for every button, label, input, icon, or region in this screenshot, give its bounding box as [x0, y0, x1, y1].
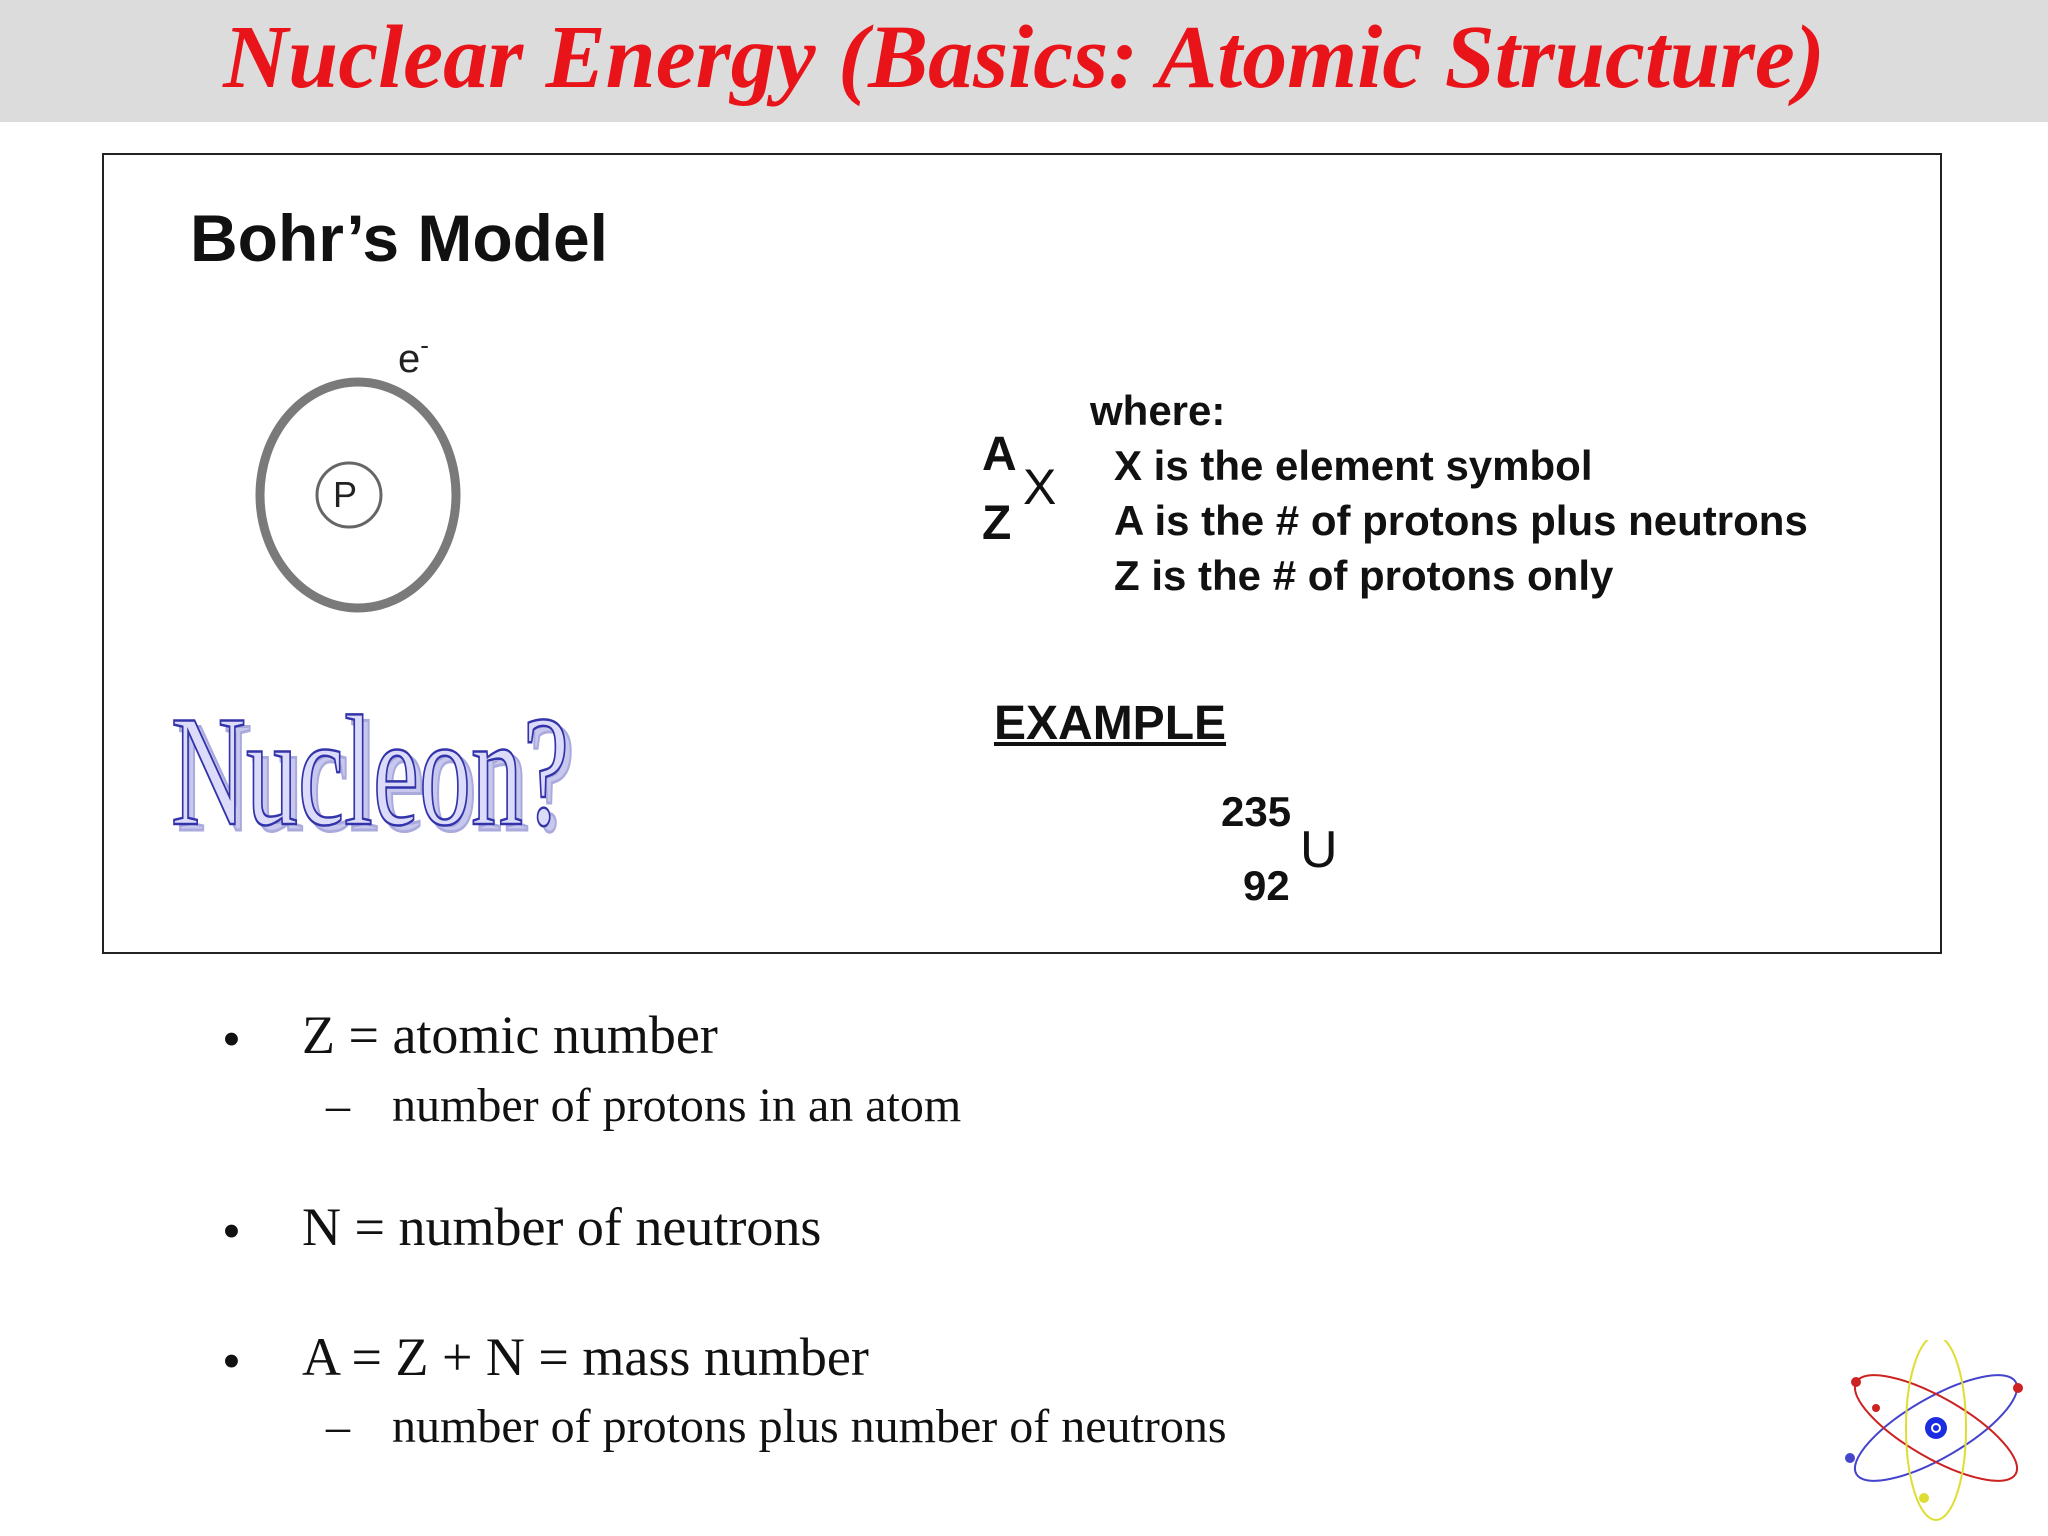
- definition-x: X is the element symbol: [1114, 442, 1593, 489]
- bohr-atom-diagram: [250, 370, 470, 620]
- atomic-number-symbol: Z: [982, 497, 1012, 550]
- nucleon-wordart: [165, 686, 585, 846]
- bullet-marker: •: [222, 1009, 241, 1069]
- example-label: EXAMPLE: [994, 697, 1227, 750]
- element-symbol: X: [1023, 459, 1057, 515]
- sub-mass-number: number of protons plus number of neutrons: [392, 1400, 1227, 1453]
- bullet-atomic-number: Z = atomic number: [302, 1005, 718, 1065]
- where-label: where:: [1090, 387, 1226, 434]
- sub-marker: –: [326, 1079, 350, 1132]
- bullet-neutrons: N = number of neutrons: [302, 1197, 822, 1257]
- mass-number-symbol: A: [982, 428, 1017, 481]
- bullet-mass-number: A = Z + N = mass number: [302, 1327, 869, 1387]
- proton-label: P: [333, 474, 358, 515]
- bullet-marker: •: [222, 1331, 241, 1391]
- definition-a: A is the # of protons plus neutrons: [1114, 497, 1808, 544]
- example-element: U: [1300, 821, 1338, 879]
- svg-text:Nucleon?: Nucleon?: [177, 690, 575, 846]
- svg-text:Nucleon?: Nucleon?: [171, 686, 569, 846]
- example-atomic-number: 92: [1243, 862, 1290, 909]
- example-mass-number: 235: [1221, 788, 1292, 835]
- bohr-model-heading: Bohr’s Model: [190, 201, 609, 275]
- definition-z: Z is the # of protons only: [1114, 552, 1614, 599]
- bullet-marker: •: [222, 1201, 241, 1261]
- sub-atomic-number: number of protons in an atom: [392, 1079, 962, 1132]
- atom-icon: [1840, 1340, 2040, 1530]
- electron-label: e-: [398, 330, 429, 381]
- slide-title: Nuclear Energy (Basics: Atomic Structure): [223, 8, 1825, 107]
- sub-marker: –: [326, 1400, 350, 1453]
